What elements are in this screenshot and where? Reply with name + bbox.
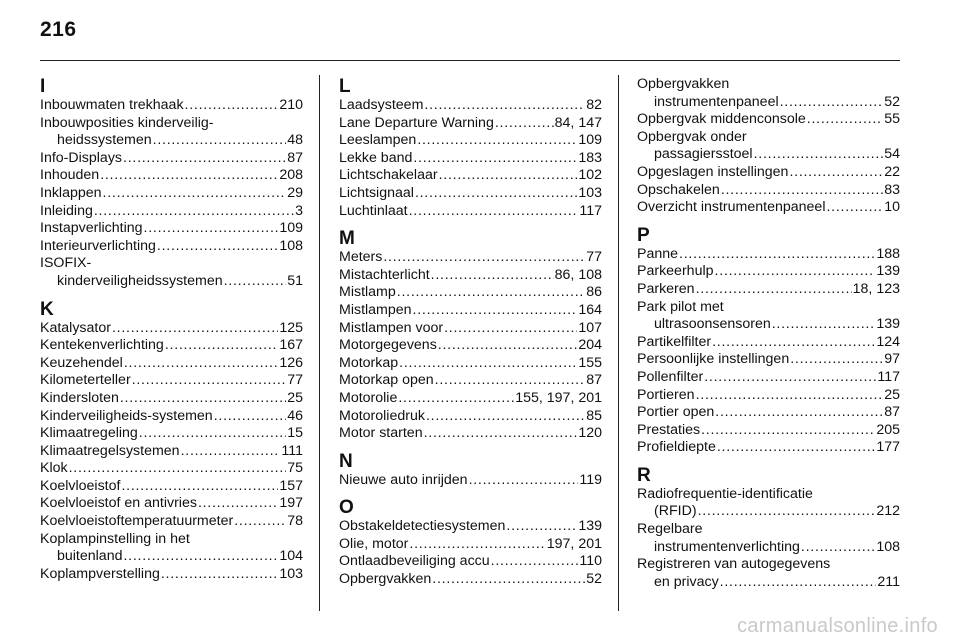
index-entry	[339, 249, 602, 267]
entry-page: 124	[876, 333, 900, 350]
entry-term: kinderveiligheidssystemen	[57, 272, 223, 289]
entry-page: 212	[876, 503, 900, 520]
leader-dots	[165, 337, 279, 355]
leader-dots	[715, 263, 876, 281]
entry-term: ultrasoonsensoren	[654, 316, 771, 333]
watermark: carmanualsonline.info	[737, 615, 938, 637]
index-entry	[40, 273, 303, 291]
leader-dots	[123, 150, 286, 168]
leader-dots	[398, 390, 514, 408]
index-entry	[40, 337, 303, 355]
index-entry	[637, 164, 900, 182]
index-entry	[339, 518, 602, 536]
leader-dots	[124, 355, 278, 373]
entry-line: Opbergvakken	[637, 76, 730, 92]
leader-dots	[121, 478, 278, 496]
index-entry	[637, 334, 900, 352]
index-entry	[637, 422, 900, 440]
entry-page: 25	[287, 389, 303, 406]
entry-page: 110	[579, 553, 602, 570]
index-entry	[40, 320, 303, 338]
entry-term: instrumentenpaneel	[654, 93, 779, 110]
index-entry	[637, 146, 900, 164]
index-entry	[637, 351, 900, 369]
leader-dots	[94, 203, 294, 221]
entry-page: 103	[578, 184, 602, 201]
leader-dots	[495, 115, 554, 133]
leader-dots	[712, 334, 875, 352]
entry-term: Overzicht instrumentenpaneel	[637, 199, 826, 216]
entry-term: Keuzehendel	[40, 354, 123, 371]
entry-page: 29	[287, 184, 303, 201]
index-entry	[40, 220, 303, 238]
leader-dots	[717, 439, 875, 457]
index-entry	[637, 281, 900, 299]
index-column-3	[637, 76, 900, 591]
entry-term: Kentekenverlichting	[40, 337, 164, 354]
leader-dots	[790, 351, 883, 369]
leader-dots	[704, 369, 876, 387]
index-entry	[40, 167, 303, 185]
entry-line: Inbouwposities kinderveilig-	[40, 114, 214, 131]
entry-term: Persoonlijke instellingen	[637, 351, 790, 368]
index-entry	[339, 185, 602, 203]
index-entry	[40, 566, 303, 584]
leader-dots	[100, 167, 278, 185]
entry-page: 177	[876, 439, 900, 456]
entry-term: Luchtinlaat	[339, 202, 408, 219]
index-entry	[339, 97, 602, 115]
index-entry	[637, 263, 900, 281]
index-entry	[637, 369, 900, 387]
leader-dots	[139, 425, 286, 443]
entry-term: Kindersloten	[40, 389, 119, 406]
entry-term: Inleiding	[40, 202, 93, 219]
entry-page: 46	[287, 407, 303, 424]
index-entry	[637, 387, 900, 405]
section-letter: L	[339, 76, 351, 97]
leader-dots	[185, 97, 279, 115]
leader-dots	[432, 571, 585, 589]
leader-dots	[69, 460, 287, 478]
entry-page: 117	[877, 368, 900, 385]
leader-dots	[198, 495, 278, 513]
entry-page: 117	[579, 202, 602, 219]
entry-term: Inhouden	[40, 167, 100, 184]
leader-dots	[112, 320, 278, 338]
index-entry	[40, 372, 303, 390]
entry-page: 183	[578, 149, 602, 166]
index-entry	[40, 460, 303, 478]
entry-page: 205	[876, 421, 900, 438]
entry-line: Opbergvak onder	[637, 128, 747, 145]
entry-page: 25	[884, 386, 900, 403]
entry-term: Portieren	[637, 386, 695, 403]
leader-dots	[153, 132, 287, 150]
index-entry	[339, 302, 602, 320]
section-letter: N	[339, 450, 353, 472]
entry-term: Motorgegevens	[339, 337, 437, 354]
entry-page: 75	[287, 460, 303, 477]
entry-line: Radiofrequentie-identificatie	[637, 485, 813, 502]
index-entry	[637, 539, 900, 557]
index-entry	[40, 478, 303, 496]
entry-line: Koplampinstelling in het	[40, 530, 190, 547]
entry-term: Lichtschakelaar	[339, 167, 438, 184]
entry-page: 210	[279, 97, 303, 113]
entry-term: Opgeslagen instellingen	[637, 163, 789, 180]
entry-term: Obstakeldetectiesystemen	[339, 518, 506, 535]
entry-page: 208	[279, 167, 303, 184]
entry-term: Leeslampen	[339, 132, 417, 149]
index-entry	[339, 320, 602, 338]
entry-term: buitenland	[57, 548, 123, 565]
entry-page: 155	[578, 354, 602, 371]
entry-term: Mistlampen voor	[339, 319, 444, 336]
index-entry	[40, 185, 303, 203]
entry-page: 155, 197, 201	[515, 389, 602, 406]
entry-page: 85	[586, 407, 602, 424]
entry-page: 78	[287, 513, 303, 530]
leader-dots	[754, 146, 884, 164]
index-entry	[40, 390, 303, 408]
index-entry	[339, 425, 602, 443]
entry-term: Kinderveiligheids-systemen	[40, 407, 213, 424]
column-divider-1	[319, 75, 320, 611]
entry-term: Klimaatregeling	[40, 425, 138, 442]
entry-term: Info-Displays	[40, 149, 123, 166]
entry-term: Portier open	[637, 404, 715, 421]
entry-term: Mistlamp	[339, 284, 396, 301]
entry-page: 125	[279, 319, 303, 336]
entry-page: 139	[876, 263, 900, 280]
index-entry	[339, 408, 602, 426]
entry-term: Parkeerhulp	[637, 263, 714, 280]
entry-line: Regelbare	[637, 521, 703, 538]
entry-page: 52	[586, 571, 602, 588]
entry-page: 197	[279, 495, 303, 512]
entry-term: Lane Departure Warning	[339, 114, 494, 131]
entry-page: 108	[279, 237, 303, 254]
leader-dots	[417, 132, 577, 150]
entry-term: Opbergvak middenconsole	[637, 111, 806, 128]
entry-term: Inbouwmaten trekhaak	[40, 97, 184, 113]
leader-dots	[224, 273, 287, 291]
leader-dots	[444, 320, 577, 338]
entry-term: Pollenfilter	[637, 368, 704, 385]
leader-dots	[234, 513, 286, 531]
entry-term: Koelvloeistof en antivries	[40, 495, 197, 512]
index-entry	[339, 267, 602, 285]
top-divider	[40, 60, 900, 61]
entry-page: 54	[884, 146, 900, 163]
index-entry	[40, 495, 303, 513]
leader-dots	[431, 267, 554, 285]
leader-dots	[413, 302, 578, 320]
entry-term: heidssystemen	[57, 132, 152, 149]
entry-page: 107	[578, 319, 602, 336]
entry-page: 139	[578, 518, 602, 535]
entry-line: Registreren van autogegevens	[637, 556, 831, 573]
entry-term: Koplampverstelling	[40, 565, 160, 582]
index-entry	[40, 150, 303, 168]
entry-page: 86, 108	[554, 266, 602, 283]
section-letter: P	[637, 224, 650, 246]
index-entry	[40, 443, 303, 461]
entry-page: 87	[884, 404, 900, 421]
leader-dots	[701, 422, 875, 440]
index-entry	[40, 238, 303, 256]
index-entry	[40, 203, 303, 221]
entry-page: 84, 147	[554, 114, 602, 131]
entry-term: Motorkap	[339, 354, 399, 371]
leader-dots	[721, 182, 883, 200]
index-entry	[637, 111, 900, 129]
index-entry	[339, 472, 602, 490]
index-entry	[339, 390, 602, 408]
entry-page: 77	[287, 372, 303, 389]
leader-dots	[826, 199, 883, 217]
entry-term: Opschakelen	[637, 181, 720, 198]
entry-term: Motorolie	[339, 389, 398, 406]
index-entry	[637, 199, 900, 217]
entry-term: Ontlaadbeveiliging accu	[339, 553, 490, 570]
leader-dots	[383, 249, 585, 267]
entry-term: Partikelfilter	[637, 333, 712, 350]
leader-dots	[409, 536, 545, 554]
leader-dots	[120, 390, 286, 408]
index-entry	[40, 97, 303, 115]
entry-term: Motor starten	[339, 425, 423, 442]
index-entry	[40, 132, 303, 150]
leader-dots	[789, 164, 883, 182]
index-entry	[40, 408, 303, 426]
entry-page: 111	[281, 442, 303, 459]
entry-page: 211	[877, 573, 900, 590]
leader-dots	[424, 97, 585, 115]
entry-term: Lekke band	[339, 149, 413, 166]
entry-line: ISOFIX-	[40, 255, 92, 272]
entry-term: Profieldiepte	[637, 439, 716, 456]
index-entry	[339, 284, 602, 302]
leader-dots	[399, 355, 577, 373]
leader-dots	[439, 167, 578, 185]
leader-dots	[506, 518, 577, 536]
entry-page: 77	[586, 249, 602, 266]
entry-term: instrumentenverlichting	[654, 538, 800, 555]
entry-term: Mistlampen	[339, 301, 412, 318]
entry-line: Park pilot met	[637, 298, 724, 315]
entry-page: 164	[578, 301, 602, 318]
leader-dots	[144, 220, 279, 238]
entry-term: Motorkap open	[339, 372, 434, 389]
index-entry	[40, 425, 303, 443]
entry-page: 119	[579, 471, 602, 488]
entry-page: 97	[884, 351, 900, 368]
entry-term: Kilometerteller	[40, 372, 131, 389]
index-entry	[339, 553, 602, 571]
entry-page: 48	[287, 132, 303, 149]
entry-term: Klimaatregelsystemen	[40, 442, 180, 459]
index-entry	[339, 372, 602, 390]
leader-dots	[424, 425, 578, 443]
section-letter: I	[40, 76, 46, 97]
leader-dots	[469, 472, 579, 490]
index-entry	[339, 167, 602, 185]
section-letter: O	[339, 497, 354, 519]
entry-page: 102	[578, 167, 602, 184]
entry-term: Laadsysteem	[339, 97, 424, 113]
index-entry	[40, 355, 303, 373]
leader-dots	[807, 111, 883, 129]
index-entry	[339, 536, 602, 554]
entry-page: 82	[586, 97, 602, 113]
leader-dots	[409, 203, 579, 221]
leader-dots	[413, 150, 577, 168]
leader-dots	[181, 443, 281, 461]
entry-page: 188	[876, 245, 900, 262]
entry-term: Katalysator	[40, 319, 111, 336]
entry-page: 86	[586, 284, 602, 301]
section-letter: M	[339, 228, 355, 250]
entry-page: 103	[279, 565, 303, 582]
index-entry	[637, 574, 900, 592]
entry-page: 3	[295, 202, 303, 219]
entry-page: 120	[578, 425, 602, 442]
entry-page: 157	[279, 477, 303, 494]
entry-page: 87	[287, 149, 303, 166]
entry-page: 204	[578, 337, 602, 354]
entry-term: Lichtsignaal	[339, 184, 414, 201]
leader-dots	[123, 548, 278, 566]
entry-term: Motoroliedruk	[339, 407, 425, 424]
index-entry	[637, 503, 900, 521]
entry-page: 197, 201	[546, 535, 602, 552]
leader-dots	[720, 574, 877, 592]
entry-page: 109	[279, 220, 303, 237]
entry-term: en privacy	[654, 573, 719, 590]
index-entry	[40, 548, 303, 566]
entry-page: 15	[287, 425, 303, 442]
entry-page: 87	[586, 372, 602, 389]
entry-term: Olie, motor	[339, 535, 409, 552]
entry-term: Meters	[339, 249, 383, 266]
index-entry	[339, 150, 602, 168]
entry-term: (RFID)	[654, 503, 697, 520]
entry-term: passagiersstoel	[654, 146, 753, 163]
entry-page: 22	[884, 163, 900, 180]
entry-term: Mistachterlicht	[339, 266, 430, 283]
column-divider-2	[618, 75, 619, 611]
section-letter: K	[40, 298, 54, 320]
index-entry	[339, 115, 602, 133]
entry-term: Panne	[637, 245, 679, 262]
entry-page: 18, 123	[852, 280, 900, 297]
leader-dots	[772, 316, 876, 334]
index-entry	[339, 132, 602, 150]
entry-term: Instapverlichting	[40, 220, 143, 237]
index-entry	[339, 571, 602, 589]
entry-page: 55	[884, 111, 900, 128]
index-entry	[637, 182, 900, 200]
entry-term: Inklappen	[40, 184, 102, 201]
index-column-2	[339, 76, 602, 589]
leader-dots	[696, 387, 884, 405]
index-entry	[339, 337, 602, 355]
leader-dots	[103, 185, 287, 203]
index-entry	[339, 355, 602, 373]
leader-dots	[438, 337, 578, 355]
entry-page: 51	[287, 272, 303, 289]
leader-dots	[491, 553, 579, 571]
leader-dots	[397, 284, 585, 302]
entry-term: Opbergvakken	[339, 571, 432, 588]
leader-dots	[214, 408, 287, 426]
leader-dots	[157, 238, 278, 256]
leader-dots	[780, 94, 884, 112]
entry-page: 108	[876, 538, 900, 555]
leader-dots	[679, 246, 875, 264]
index-entry	[637, 404, 900, 422]
index-entry	[40, 513, 303, 531]
entry-term: Prestaties	[637, 421, 701, 438]
index-entry	[339, 203, 602, 221]
entry-term: Klok	[40, 460, 68, 477]
entry-term: Nieuwe auto inrijden	[339, 471, 468, 488]
leader-dots	[161, 566, 278, 584]
leader-dots	[801, 539, 875, 557]
leader-dots	[415, 185, 577, 203]
entry-page: 104	[279, 548, 303, 565]
leader-dots	[435, 372, 586, 390]
entry-page: 126	[279, 354, 303, 371]
entry-term: Interieurverlichting	[40, 237, 156, 254]
entry-term: Koelvloeistof	[40, 477, 121, 494]
entry-term: Parkeren	[637, 280, 695, 297]
index-entry	[637, 439, 900, 457]
index-entry	[637, 316, 900, 334]
index-entry	[637, 94, 900, 112]
entry-term: Koelvloeistoftemperatuurmeter	[40, 513, 234, 530]
leader-dots	[696, 281, 852, 299]
entry-page: 109	[578, 132, 602, 149]
section-letter: R	[637, 464, 651, 486]
page-number: 216	[40, 18, 77, 41]
entry-page: 10	[884, 199, 900, 216]
leader-dots	[132, 372, 287, 390]
leader-dots	[698, 503, 876, 521]
entry-page: 139	[876, 316, 900, 333]
leader-dots	[715, 404, 883, 422]
index-entry	[637, 246, 900, 264]
leader-dots	[426, 408, 585, 426]
index-column-1	[40, 76, 303, 583]
entry-page: 52	[884, 93, 900, 110]
entry-page: 167	[279, 337, 303, 354]
entry-page: 83	[884, 181, 900, 198]
